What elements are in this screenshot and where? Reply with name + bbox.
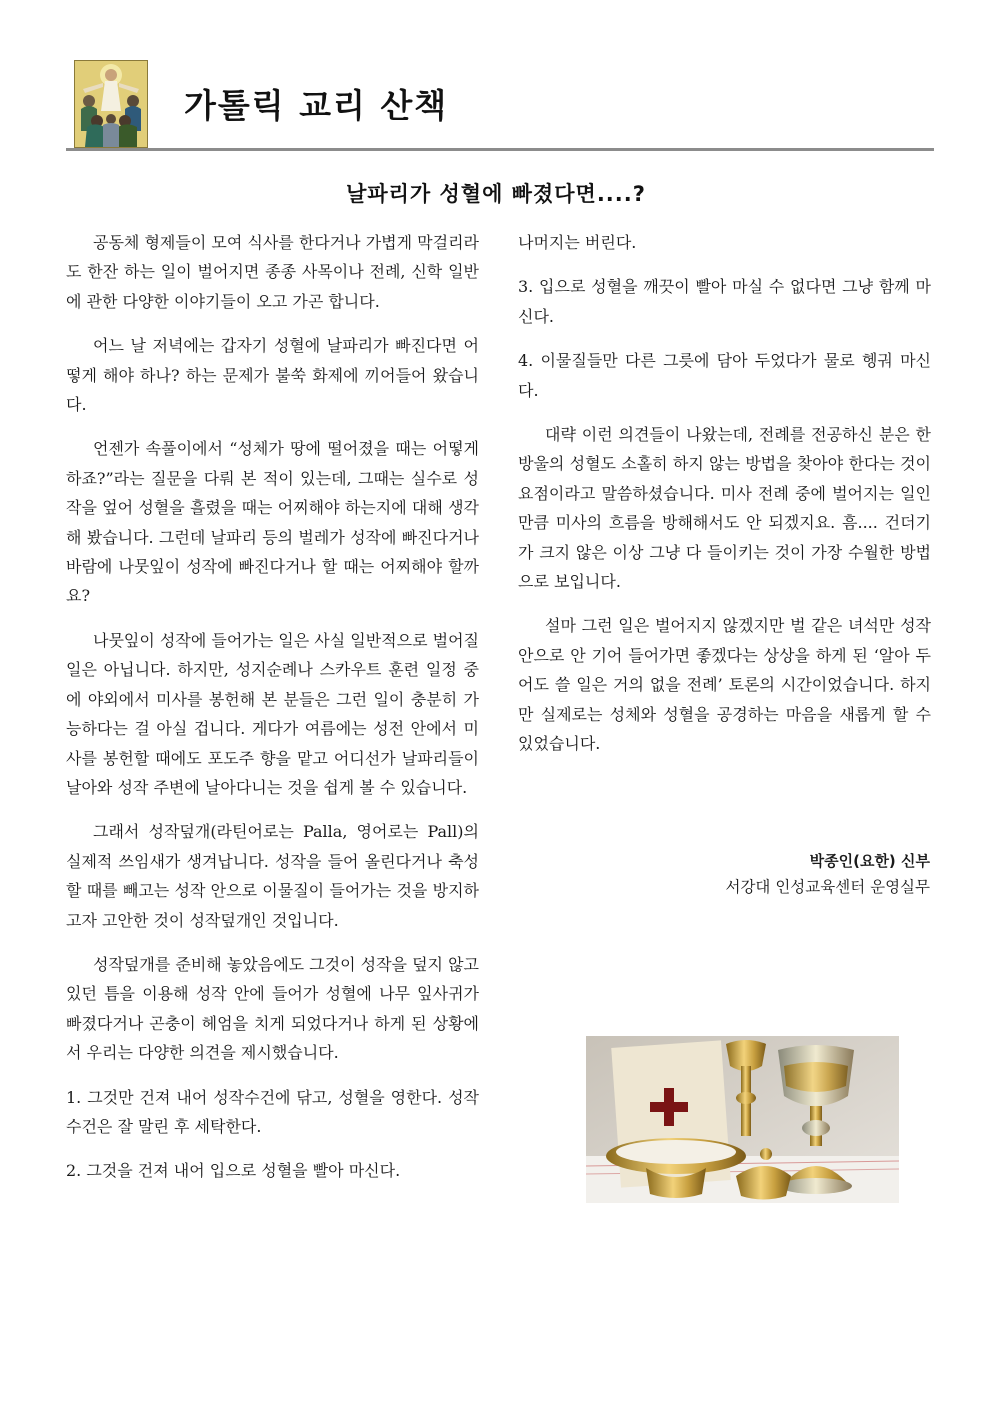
list-item: 3. 입으로 성혈을 깨끗이 빨아 마실 수 없다면 그냥 함께 마신다. [518, 277, 931, 326]
list-item: 1. 그것만 건져 내어 성작수건에 닦고, 성혈을 영한다. 성작수건은 잘 말린 후 세탁한다. [66, 1087, 479, 1136]
author-affiliation: 서강대 인성교육센터 운영실무 [725, 878, 930, 896]
article-column-right [518, 228, 931, 774]
paragraph: 어느 날 저녁에는 갑자기 성혈에 날파리가 빠진다면 어떻게 해야 하나? 하는 문제가 불쑥 화제에 끼어들어 왔습니다. [66, 336, 479, 415]
paragraph: 대략 이런 의견들이 나왔는데, 전례를 전공하신 분은 한 방울의 성혈도 소홀히 하지 않는 방법을 찾아야 한다는 것이 요점이라고 말씀하셨습니다. 미사 전례 중에 벌어지는 일인 만큼 미사의 흐름을 방해해서도 안 되겠지요. 흠.... 건더기가 크지 않은 이상 그냥 다 들이키는 것이 가장 수월한 방법으로 보입니다. [518, 425, 931, 592]
page-title: 가톨릭 교리 산책 [184, 86, 449, 125]
author-name: 박종인(요한) 신부 [809, 852, 930, 870]
article-column-left [66, 228, 479, 1201]
chalice-and-pall-photo [586, 1036, 899, 1203]
list-item-continuation: 나머지는 버린다. [518, 233, 637, 252]
article-title: 날파리가 성혈에 빠졌다면....? [346, 182, 646, 206]
list-item: 4. 이물질들만 다른 그릇에 담아 두었다가 물로 헹궈 마신다. [518, 351, 931, 400]
list-item: 2. 그것을 건져 내어 입으로 성혈을 빨아 마신다. [66, 1161, 401, 1181]
author-signature [725, 848, 930, 900]
paragraph: 언젠가 속풀이에서 “성체가 땅에 떨어졌을 때는 어떻게 하죠?”라는 질문을 다뤄 본 적이 있는데, 그때는 실수로 성작을 엎어 성혈을 흘렸을 때는 어찌해야 하는지에 대해 생각해 봤습니다. 그런데 날파리 등의 벌레가 성작에 빠진다거나 바람에 나뭇잎이 성작에 빠진다거나 할 때는 어찌해야 할까요? [66, 439, 479, 606]
paragraph: 설마 그런 일은 벌어지지 않겠지만 벌 같은 녀석만 성작 안으로 안 기어 들어가면 좋겠다는 상상을 하게 된 ‘알아 두어도 쓸 일은 거의 없을 전례’ 토론의 시간이었습니다. 하지만 실제로는 성체와 성혈을 공경하는 마음을 새롭게 할 수 있었습니다. [518, 616, 931, 754]
paragraph: 공동체 형제들이 모여 식사를 한다거나 가볍게 막걸리라도 한잔 하는 일이 벌어지면 종종 사목이나 전례, 신학 일반에 관한 다양한 이야기들이 오고 가곤 합니다. [66, 233, 480, 311]
jesus-with-disciples-icon [74, 60, 148, 148]
paragraph: 성작덮개를 준비해 놓았음에도 그것이 성작을 덮지 않고 있던 틈을 이용해 성작 안에 들어가 성혈에 나무 잎사귀가 빠졌다거나 곤충이 헤엄을 치게 되었다거나 하게 된 상황에서 우리는 다양한 의견을 제시했습니다. [66, 954, 480, 1063]
paragraph: 나뭇잎이 성작에 들어가는 일은 사실 일반적으로 벌어질 일은 아닙니다. 하지만, 성지순례나 스카우트 훈련 일정 중에 야외에서 미사를 봉헌해 본 분들은 그런 일이 충분히 가능하다는 걸 아실 겁니다. 게다가 여름에는 성전 안에서 미사를 봉헌할 때에도 포도주 향을 맡고 어디선가 날파리들이 날아와 성작 주변에 날아다니는 것을 쉽게 볼 수 있습니다. [66, 630, 480, 797]
header-divider [66, 148, 934, 151]
paragraph: 그래서 성작덮개(라틴어로는 Palla, 영어로는 Pall)의 실제적 쓰임새가 생겨납니다. 성작을 들어 올린다거나 축성할 때를 빼고는 성작 안으로 이물질이 들어가는 것을 방지하고자 고안한 것이 성작덮개인 것입니다. [66, 822, 479, 930]
